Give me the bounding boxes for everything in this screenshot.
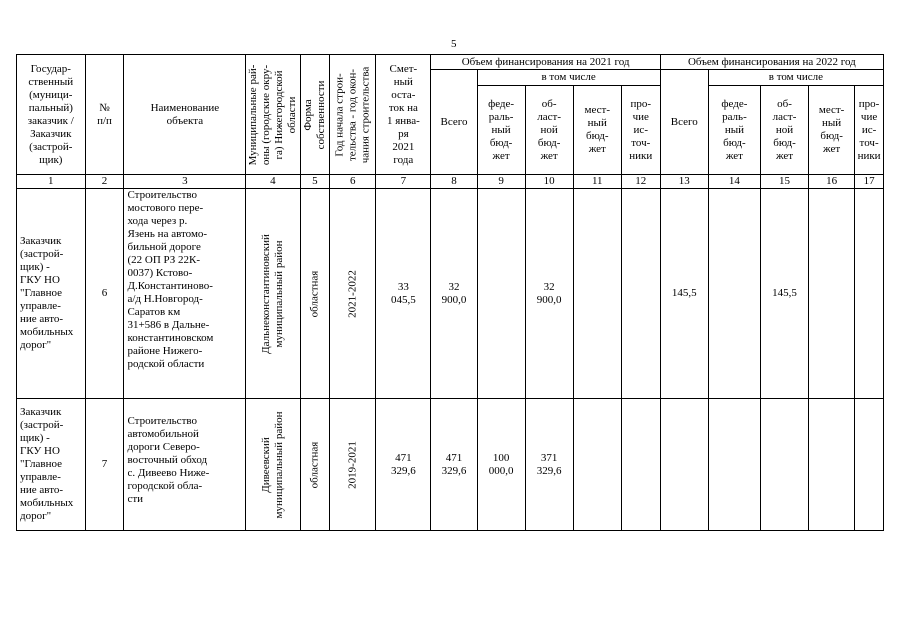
other-2022-cell [855,399,884,531]
total-2022-cell [660,399,708,531]
local-2022-cell [809,189,855,399]
federal-2022-cell [708,189,760,399]
column-number: 5 [300,175,330,189]
header-district: Муниципальные рай- оны (городские окру- га) Нижегородской области [246,55,300,175]
header-other-2021: про- чие ис- точ- ники [621,86,660,175]
object-cell: Строительство автомобильной дороги Северо- восточный обход с. Дивеево Ниже- городской обла- сти [124,399,246,531]
total-2022-cell: 145,5 [660,189,708,399]
customer-cell: Заказчик (застрой- щик) - ГКУ НО "Главное управле- ние авто- мобильных дорог" [17,399,86,531]
header-local-2021: мест- ный бюд- жет [573,86,621,175]
regional-2021-cell: 32 900,0 [525,189,573,399]
column-number: 17 [855,175,884,189]
header-ownership: Форма собственности [300,55,330,175]
column-number: 3 [124,175,246,189]
ownership-cell: областная [300,399,330,531]
district-cell: Дивеевский муниципальный район [246,399,300,531]
header-object: Наименование объекта [124,55,246,175]
table-row [17,399,884,531]
header-incl-2021: в том числе [477,70,660,86]
local-2022-cell [809,399,855,531]
other-2021-cell [621,189,660,399]
total-2021-cell: 32 900,0 [431,189,477,399]
total-2021-cell: 471 329,6 [431,399,477,531]
local-2021-cell [573,399,621,531]
financing-table [16,54,884,531]
estimate-cell: 33 045,5 [376,189,431,399]
header-regional-2021: об- ласт- ной бюд- жет [525,86,573,175]
column-numbers-row [17,175,884,189]
years-cell: 2021-2022 [330,189,376,399]
ownership-cell: областная [300,189,330,399]
header-federal-2021: феде- раль- ный бюд- жет [477,86,525,175]
header-total-2021: Всего [431,70,477,175]
column-number: 14 [708,175,760,189]
regional-2021-cell: 371 329,6 [525,399,573,531]
years-cell: 2019-2021 [330,399,376,531]
column-number: 15 [761,175,809,189]
header-fin2021: Объем финансирования на 2021 год [431,55,660,70]
table-row [17,189,884,399]
federal-2021-cell [477,189,525,399]
header-incl-2022: в том числе [708,70,883,86]
column-number: 11 [573,175,621,189]
column-number: 4 [246,175,300,189]
estimate-cell: 471 329,6 [376,399,431,531]
column-number: 8 [431,175,477,189]
district-cell: Дальнеконстантиновский муниципальный район [246,189,300,399]
header-customer: Государ- ственный (муници- пальный) заказчик / Заказчик (застрой- щик) [17,55,86,175]
federal-2022-cell [708,399,760,531]
header-other-2022: про- чие ис- точ- ники [855,86,884,175]
federal-2021-cell: 100 000,0 [477,399,525,531]
header-num: № п/п [85,55,124,175]
num-cell: 7 [85,399,124,531]
header-estimate: Смет- ный оста- ток на 1 янва- ря 2021 года [376,55,431,175]
header-fin2022: Объем финансирования на 2022 год [660,55,883,70]
header-row-1 [17,55,884,70]
header-total-2022: Всего [660,70,708,175]
header-regional-2022: об- ласт- ной бюд- жет [761,86,809,175]
column-number: 16 [809,175,855,189]
column-number: 7 [376,175,431,189]
regional-2022-cell [761,399,809,531]
column-number: 12 [621,175,660,189]
regional-2022-cell: 145,5 [761,189,809,399]
column-number: 13 [660,175,708,189]
num-cell: 6 [85,189,124,399]
column-number: 10 [525,175,573,189]
column-number: 9 [477,175,525,189]
column-number: 6 [330,175,376,189]
object-cell: Строительство мостового пере- хода через р. Язень на автомо- бильной дороге (22 ОП РЗ 22К- 0037) Кстово- Д.Константиново- а/д Н.Новгород- Саратов км 31+586 в Дальне- константиновском районе Нижего- родской области [124,189,246,399]
customer-cell: Заказчик (застрой- щик) - ГКУ НО "Главное управле- ние авто- мобильных дорог" [17,189,86,399]
header-federal-2022: феде- раль- ный бюд- жет [708,86,760,175]
local-2021-cell [573,189,621,399]
column-number: 1 [17,175,86,189]
other-2021-cell [621,399,660,531]
header-local-2022: мест- ный бюд- жет [809,86,855,175]
page-number: 5 [451,38,457,50]
header-years: Год начала строи- тельства - год окон- чания строительства [330,55,376,175]
other-2022-cell [855,189,884,399]
column-number: 2 [85,175,124,189]
